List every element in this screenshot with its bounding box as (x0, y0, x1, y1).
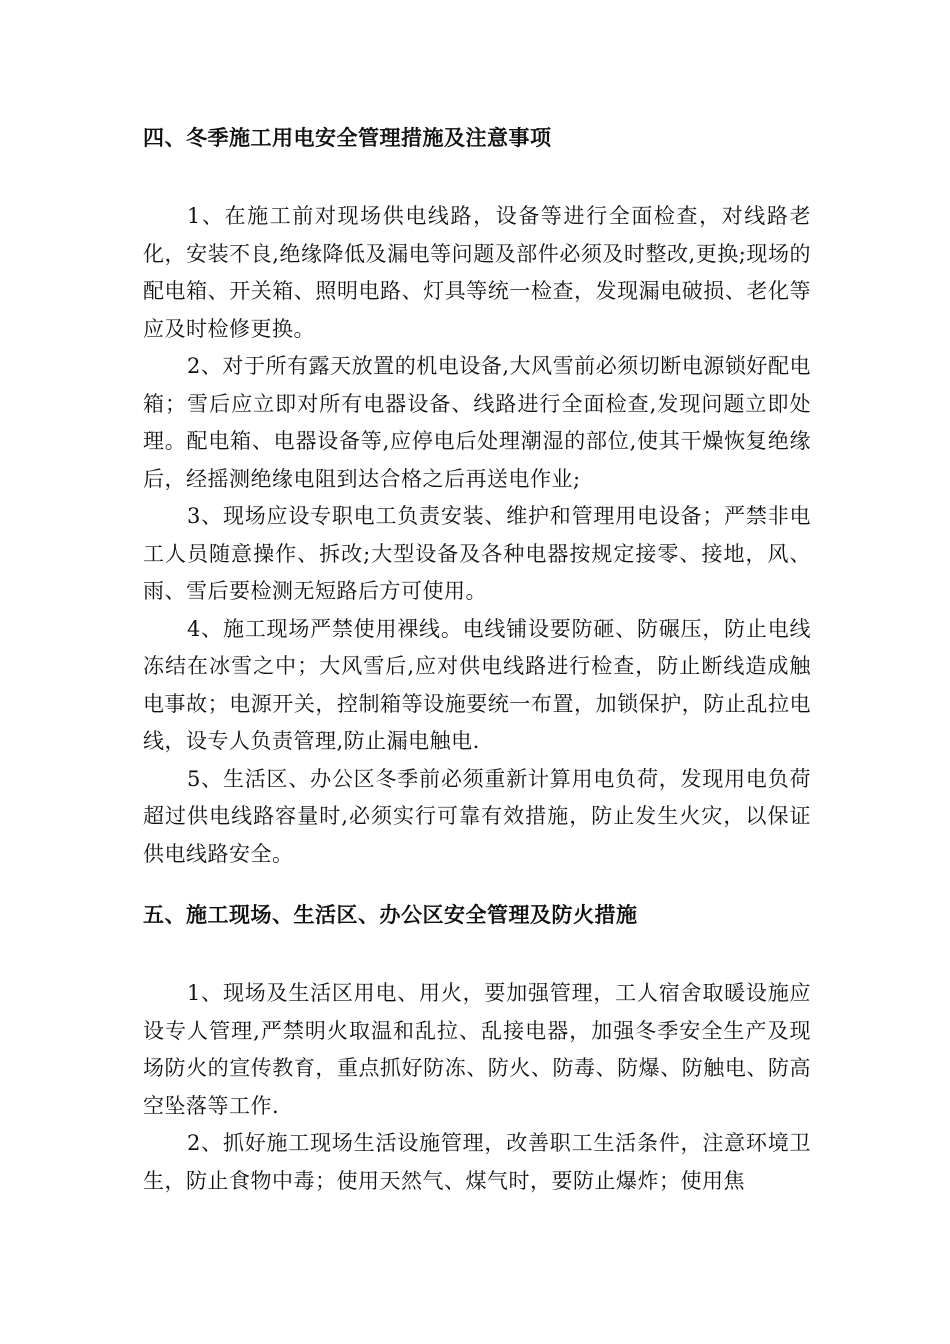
paragraph-4-1: 1、在施工前对现场供电线路，设备等进行全面检查，对线路老化，安装不良,绝缘降低及漏电等问题及部件必须及时整改,更换;现场的配电箱、开关箱、照明电路、灯具等统一检查，发现漏电破损、老化等应及时检修更换。 (143, 204, 811, 341)
paragraph-4-2: 2、对于所有露天放置的机电设备,大风雪前必须切断电源锁好配电箱；雪后应立即对所有电器设备、线路进行全面检查,发现问题立即处理。配电箱、电器设备等,应停电后处理潮湿的部位,使其干燥恢复绝缘后，经摇测绝缘电阻到达合格之后再送电作业; (143, 354, 811, 491)
paragraph-4-4: 4、施工现场严禁使用裸线。电线铺设要防砸、防碾压，防止电线冻结在冰雪之中；大风雪后,应对供电线路进行检查，防止断线造成触电事故；电源开关，控制箱等设施要统一布置，加锁保护，防止乱拉电线，设专人负责管理,防止漏电触电. (143, 616, 811, 753)
section-heading-5: 五、施工现场、生活区、办公区安全管理及防火措施 (143, 902, 638, 927)
document-body (143, 112, 811, 1200)
paragraph-4-3: 3、现场应设专职电工负责安装、维护和管理用电设备；严禁非电工人员随意操作、拆改;大型设备及各种电器按规定接零、接地，风、雨、雪后要检测无短路后方可使用。 (143, 504, 811, 603)
paragraph-5-1: 1、现场及生活区用电、用火，要加强管理，工人宿舍取暖设施应设专人管理,严禁明火取温和乱拉、乱接电器，加强冬季安全生产及现场防火的宣传教育，重点抓好防冻、防火、防毒、防爆、防触电、防高空坠落等工作. (143, 981, 811, 1118)
section-heading-4: 四、冬季施工用电安全管理措施及注意事项 (143, 125, 552, 150)
paragraph-5-2: 2、抓好施工现场生活设施管理，改善职工生活条件，注意环境卫生，防止食物中毒；使用天然气、煤气时，要防止爆炸；使用焦 (143, 1131, 811, 1193)
section-spacer (143, 931, 811, 975)
paragraph-4-5: 5、生活区、办公区冬季前必须重新计算用电负荷，发现用电负荷超过供电线路容量时,必须实行可靠有效措施，防止发生火灾，以保证供电线路安全。 (143, 766, 811, 866)
section-spacer (143, 154, 811, 198)
